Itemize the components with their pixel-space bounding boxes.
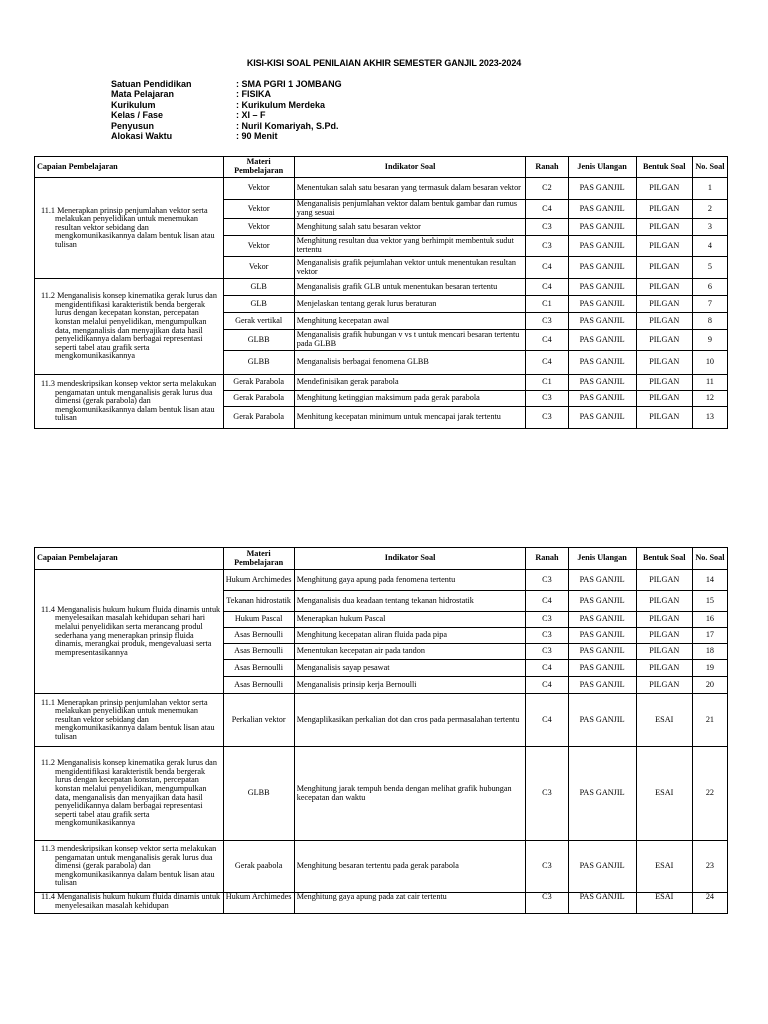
capaian-cell [35,694,224,747]
no-cell: 8 [692,313,727,330]
header-materi: Materi Pembelajaran [223,157,294,178]
capaian-cell [35,893,224,914]
bentuk-cell: PILGAN [636,628,692,644]
materi-cell: Gerak Parabola [223,407,294,429]
no-cell: 9 [692,330,727,351]
indikator-cell: Mengaplikasikan perkalian dot dan cros pada permasalahan tertentu [294,694,526,747]
jenis-cell: PAS GANJIL [568,747,636,841]
no-cell: 1 [692,178,727,200]
no-cell: 15 [692,591,727,612]
ranah-cell: C4 [526,694,568,747]
materi-cell: GLB [223,279,294,296]
meta-row [111,110,342,120]
jenis-cell: PAS GANJIL [568,200,636,219]
ranah-cell: C3 [526,747,568,841]
header-ranah: Ranah [526,157,568,178]
materi-cell: GLBB [223,351,294,375]
indikator-cell: Menganalisis berbagai fenomena GLBB [294,351,526,375]
ranah-cell: C3 [526,219,568,236]
materi-cell: Vekor [223,257,294,279]
indikator-cell: Menganalisis penjumlahan vektor dalam bentuk gambar dan rumus yang sesuai [294,200,526,219]
bentuk-cell: ESAI [636,893,692,914]
indikator-cell: Mendefinisikan gerak parabola [294,375,526,391]
document-title: KISI-KISI SOAL PENILAIAN AKHIR SEMESTER GANJIL 2023-2024 [246,58,522,68]
table-row [35,747,728,841]
meta-value: : FISIKA [236,89,271,100]
jenis-cell: PAS GANJIL [568,351,636,375]
capaian-text: 11.3 mendeskripsikan konsep vektor serta melakukan pengamatan untuk menganalisis gerak lurus dua dimensi (gerak parabola) dan mengkomunikasikannya dalam bentuk lisan atau tulisan [41,379,217,423]
ranah-cell: C4 [526,660,568,677]
no-cell: 18 [692,644,727,660]
no-cell: 13 [692,407,727,429]
no-cell: 10 [692,351,727,375]
indikator-cell: Menganalisis grafik pejumlahan vektor untuk menentukan resultan vektor [294,257,526,279]
bentuk-cell: PILGAN [636,279,692,296]
materi-cell: Gerak vertikal [223,313,294,330]
table-row [35,375,728,391]
ranah-cell: C4 [526,279,568,296]
indikator-cell: Menghitung resultan dua vektor yang berhimpit membentuk sudut tertentu [294,236,526,257]
meta-value: : Nuril Komariyah, S.Pd. [236,120,339,131]
document-meta [111,79,342,141]
bentuk-cell: PILGAN [636,612,692,628]
bentuk-cell: PILGAN [636,313,692,330]
meta-label: Satuan Pendidikan [111,79,192,89]
jenis-cell: PAS GANJIL [568,612,636,628]
capaian-cell [35,279,224,375]
indikator-cell: Menjelaskan tentang gerak lurus beraturan [294,296,526,313]
header-materi: Materi Pembelajaran [223,548,294,570]
header-bentuk: Bentuk Soal [636,548,692,570]
jenis-cell: PAS GANJIL [568,296,636,313]
capaian-text: 11.3 mendeskripsikan konsep vektor serta melakukan pengamatan untuk menganalisis gerak lurus dua dimensi (gerak parabola) dan mengkomunikasikannya dalam bentuk lisan atau tulisan [41,844,217,888]
indikator-cell: Menghitung kecepatan awal [294,313,526,330]
meta-row [111,100,342,110]
bentuk-cell: PILGAN [636,591,692,612]
meta-row [111,121,342,131]
no-cell: 20 [692,677,727,694]
no-cell: 21 [692,694,727,747]
no-cell: 22 [692,747,727,841]
meta-value: : XI – F [236,110,266,121]
header-no: No. Soal [692,157,727,178]
grid-table-2 [34,547,728,914]
ranah-cell: C3 [526,236,568,257]
jenis-cell: PAS GANJIL [568,407,636,429]
bentuk-cell: PILGAN [636,570,692,591]
header-ranah: Ranah [526,548,568,570]
bentuk-cell: PILGAN [636,407,692,429]
table-row [35,279,728,296]
meta-value: : 90 Menit [236,130,278,141]
indikator-cell: Menghitung gaya apung pada zat cair tertentu [294,893,526,914]
ranah-cell: C3 [526,841,568,893]
materi-cell: Gerak paabola [223,841,294,893]
no-cell: 24 [692,893,727,914]
ranah-cell: C3 [526,628,568,644]
capaian-text: 11.2 Menganalisis konsep kinematika gerak lurus dan mengidentifikasi karakteristik benda bergerak lurus dengan kecepatan konstan, percepatan konstan melalui penyelidikan, mengumpulkan data, menganalisis dan menyajikan data hasil penyelidikannya dalam berbagai representasi seperti tabel atau grafik serta mengkomunikasikannya [41,758,217,828]
indikator-cell: Menghitung kecepatan aliran fluida pada pipa [294,628,526,644]
table-header-row [35,548,728,570]
ranah-cell: C4 [526,591,568,612]
bentuk-cell: PILGAN [636,644,692,660]
grid-table-1 [34,156,728,429]
meta-label: Mata Pelajaran [111,89,175,100]
indikator-cell: Menghitung gaya apung pada fenomena tertentu [294,570,526,591]
materi-cell: Hukum Archimedes [223,893,294,914]
indikator-cell: Menghitung ketinggian maksimum pada gerak parabola [294,391,526,407]
materi-cell: GLBB [223,747,294,841]
indikator-cell: Menerapkan hukum Pascal [294,612,526,628]
table-row [35,893,728,914]
materi-cell: Asas Bernoulli [223,677,294,694]
jenis-cell: PAS GANJIL [568,375,636,391]
no-cell: 5 [692,257,727,279]
no-cell: 17 [692,628,727,644]
bentuk-cell: PILGAN [636,257,692,279]
meta-label: Kelas / Fase [111,110,164,121]
ranah-cell: C3 [526,612,568,628]
bentuk-cell: ESAI [636,841,692,893]
jenis-cell: PAS GANJIL [568,279,636,296]
meta-value: : SMA PGRI 1 JOMBANG [236,79,342,89]
indikator-cell: Menhitung kecepatan minimum untuk mencapai jarak tertentu [294,407,526,429]
jenis-cell: PAS GANJIL [568,391,636,407]
jenis-cell: PAS GANJIL [568,236,636,257]
header-capaian: Capaian Pembelajaran [35,157,224,178]
capaian-cell [35,841,224,893]
capaian-cell [35,747,224,841]
materi-cell: Asas Bernoulli [223,628,294,644]
header-capaian: Capaian Pembelajaran [35,548,224,570]
jenis-cell: PAS GANJIL [568,178,636,200]
header-indikator: Indikator Soal [294,548,526,570]
jenis-cell: PAS GANJIL [568,644,636,660]
ranah-cell: C4 [526,677,568,694]
bentuk-cell: PILGAN [636,677,692,694]
indikator-cell: Menghitung besaran tertentu pada gerak parabola [294,841,526,893]
materi-cell: Vektor [223,178,294,200]
materi-cell: Perkalian vektor [223,694,294,747]
jenis-cell: PAS GANJIL [568,591,636,612]
materi-cell: Tekanan hidrostatik [223,591,294,612]
jenis-cell: PAS GANJIL [568,570,636,591]
no-cell: 19 [692,660,727,677]
ranah-cell: C3 [526,391,568,407]
materi-cell: Hukum Pascal [223,612,294,628]
indikator-cell: Menganalisis grafik GLB untuk menentukan besaran tertentu [294,279,526,296]
no-cell: 16 [692,612,727,628]
materi-cell: Gerak Parabola [223,375,294,391]
meta-row [111,131,342,141]
bentuk-cell: PILGAN [636,236,692,257]
table-header-row [35,157,728,178]
jenis-cell: PAS GANJIL [568,313,636,330]
no-cell: 12 [692,391,727,407]
ranah-cell: C3 [526,570,568,591]
ranah-cell: C1 [526,375,568,391]
bentuk-cell: PILGAN [636,219,692,236]
capaian-cell [35,375,224,429]
materi-cell: Asas Bernoulli [223,644,294,660]
indikator-cell: Menganalisis prinsip kerja Bernoulli [294,677,526,694]
no-cell: 11 [692,375,727,391]
ranah-cell: C4 [526,257,568,279]
header-bentuk: Bentuk Soal [636,157,692,178]
materi-cell: GLBB [223,330,294,351]
ranah-cell: C3 [526,407,568,429]
capaian-text: 11.4 Menganalisis hukum hukum fluida dinamis untuk menyelesaikan masalah kehidupan sehari hari melalui penyelidikan serta merancang produl sederhana yang menerapkan prinsip fluida dinamis, merangkai produk, mengevaluasi serta mempresentasikannya [41,604,221,657]
bentuk-cell: PILGAN [636,330,692,351]
header-jenis: Jenis Ulangan [568,548,636,570]
table-row [35,570,728,591]
ranah-cell: C3 [526,313,568,330]
capaian-text: 11.4 Menganalisis hukum hukum fluida dinamis untuk menyelesaikan masalah kehidupan [41,892,221,910]
capaian-text: 11.2 Menganalisis konsep kinematika gerak lurus dan mengidentifikasi karakteristik benda bergerak lurus dengan kecepatan konstan, percepatan konstan melalui penyelidikan, mengumpulkan data, menganalisis dan menyajikan data hasil penyelidikannya dalam berbagai representasi seperti tabel atau grafik serta mengkomunikasikannya [41,291,217,361]
jenis-cell: PAS GANJIL [568,660,636,677]
header-jenis: Jenis Ulangan [568,157,636,178]
bentuk-cell: ESAI [636,747,692,841]
jenis-cell: PAS GANJIL [568,694,636,747]
materi-cell: Vektor [223,236,294,257]
jenis-cell: PAS GANJIL [568,841,636,893]
ranah-cell: C4 [526,200,568,219]
meta-value: : Kurikulum Merdeka [236,99,326,110]
ranah-cell: C2 [526,178,568,200]
no-cell: 3 [692,219,727,236]
capaian-cell [35,178,224,279]
no-cell: 7 [692,296,727,313]
meta-row [111,89,342,99]
no-cell: 14 [692,570,727,591]
ranah-cell: C3 [526,644,568,660]
capaian-cell [35,570,224,694]
bentuk-cell: PILGAN [636,375,692,391]
jenis-cell: PAS GANJIL [568,219,636,236]
materi-cell: Gerak Parabola [223,391,294,407]
header-indikator: Indikator Soal [294,157,526,178]
materi-cell: GLB [223,296,294,313]
indikator-cell: Menghitung jarak tempuh benda dengan melihat grafik hubungan kecepatan dan waktu [294,747,526,841]
ranah-cell: C3 [526,893,568,914]
table-row [35,694,728,747]
ranah-cell: C1 [526,296,568,313]
capaian-text: 11.1 Menerapkan prinsip penjumlahan vektor serta melakukan penyelidikan untuk menemukan resultan vektor sebidang dan mengkomunikasikannya dalam bentuk lisan atau tulisan [41,205,215,249]
materi-cell: Asas Bernoulli [223,660,294,677]
bentuk-cell: PILGAN [636,351,692,375]
indikator-cell: Menganalisis grafik hubungan v vs t untuk mencari besaran tertentu pada GLBB [294,330,526,351]
jenis-cell: PAS GANJIL [568,677,636,694]
bentuk-cell: ESAI [636,694,692,747]
materi-cell: Vektor [223,219,294,236]
materi-cell: Hukum Archimedes [223,570,294,591]
bentuk-cell: PILGAN [636,391,692,407]
indikator-cell: Menentukan salah satu besaran yang termasuk dalam besaran vektor [294,178,526,200]
capaian-text: 11.1 Menerapkan prinsip penjumlahan vektor serta melakukan penyelidikan untuk menemukan resultan vektor sebidang dan mengkomunikasikannya dalam bentuk lisan atau tulisan [41,697,215,741]
bentuk-cell: PILGAN [636,178,692,200]
jenis-cell: PAS GANJIL [568,893,636,914]
meta-row [111,79,342,89]
meta-label: Penyusun [111,120,155,131]
jenis-cell: PAS GANJIL [568,628,636,644]
jenis-cell: PAS GANJIL [568,330,636,351]
table-row [35,178,728,200]
indikator-cell: Menentukan kecepatan air pada tandon [294,644,526,660]
bentuk-cell: PILGAN [636,200,692,219]
no-cell: 2 [692,200,727,219]
no-cell: 4 [692,236,727,257]
indikator-cell: Menghitung salah satu besaran vektor [294,219,526,236]
indikator-cell: Menganalisis sayap pesawat [294,660,526,677]
header-no: No. Soal [692,548,727,570]
indikator-cell: Menganalisis dua keadaan tentang tekanan hidrostatik [294,591,526,612]
no-cell: 6 [692,279,727,296]
ranah-cell: C4 [526,351,568,375]
no-cell: 23 [692,841,727,893]
jenis-cell: PAS GANJIL [568,257,636,279]
ranah-cell: C4 [526,330,568,351]
bentuk-cell: PILGAN [636,296,692,313]
materi-cell: Vektor [223,200,294,219]
bentuk-cell: PILGAN [636,660,692,677]
table-row [35,841,728,893]
meta-label: Alokasi Waktu [111,130,173,141]
meta-label: Kurikulum [111,99,156,110]
